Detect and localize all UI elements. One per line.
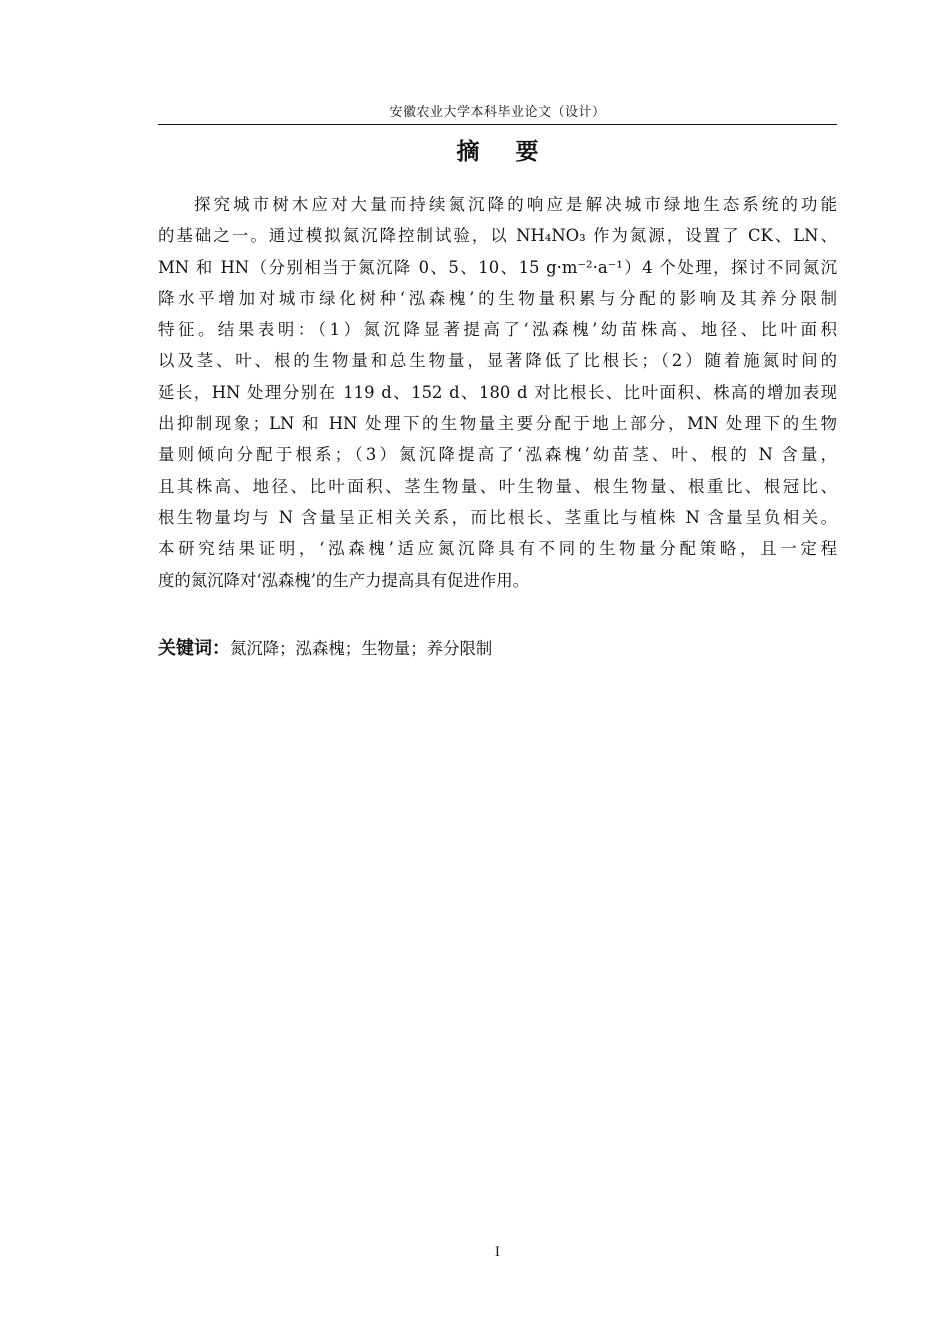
abstract-line: 的基础之一。通过模拟氮沉降控制试验，以 NH₄NO₃ 作为氮源，设置了 CK、LN、	[158, 226, 837, 246]
abstract-line: 根生物量均与 N 含量呈正相关关系，而比根长、茎重比与植株 N 含量呈负相关。	[158, 507, 837, 527]
header-divider	[158, 124, 837, 125]
page-number: I	[494, 1245, 501, 1260]
abstract-line: 且其株高、地径、比叶面积、茎生物量、叶生物量、根生物量、根重比、根冠比、	[158, 476, 837, 496]
abstract-line: 延长，HN 处理分别在 119 d、152 d、180 d 对比根长、比叶面积、株高的增加表现	[158, 382, 837, 402]
abstract-line: 度的氮沉降对‘泓森槐’的生产力提高具有促进作用。	[158, 570, 530, 590]
abstract-line: 出抑制现象；LN 和 HN 处理下的生物量主要分配于地上部分，MN 处理下的生物	[158, 414, 837, 434]
keywords	[158, 632, 837, 666]
keywords-label: 关键词：	[158, 638, 230, 659]
abstract-line: 降水平增加对城市绿化树种‘泓森槐’的生物量积累与分配的影响及其养分限制	[158, 288, 837, 308]
abstract-line: 探究城市树木应对大量而持续氮沉降的响应是解决城市绿地生态系统的功能	[194, 195, 837, 214]
abstract-line: MN 和 HN（分别相当于氮沉降 0、5、10、15 g·m⁻²·a⁻¹）4 个处理，探讨不同氮沉	[158, 257, 837, 277]
abstract-title: 摘 要	[456, 139, 553, 165]
running-header: 安徽农业大学本科毕业论文（设计）	[389, 105, 606, 120]
abstract-line: 以及茎、叶、根的生物量和总生物量，显著降低了比根长；（2）随着施氮时间的	[158, 351, 837, 371]
abstract-line: 本研究结果证明，‘泓森槐’适应氮沉降具有不同的生物量分配策略，且一定程	[158, 539, 837, 559]
abstract-line: 量则倾向分配于根系；（3）氮沉降提高了‘泓森槐’幼苗茎、叶、根的 N 含量，	[158, 445, 837, 465]
abstract-line: 特征。结果表明：（1）氮沉降显著提高了‘泓森槐’幼苗株高、地径、比叶面积	[158, 320, 837, 340]
keywords-text: 氮沉降；泓森槐；生物量；养分限制	[230, 639, 493, 658]
abstract-body	[158, 189, 837, 596]
